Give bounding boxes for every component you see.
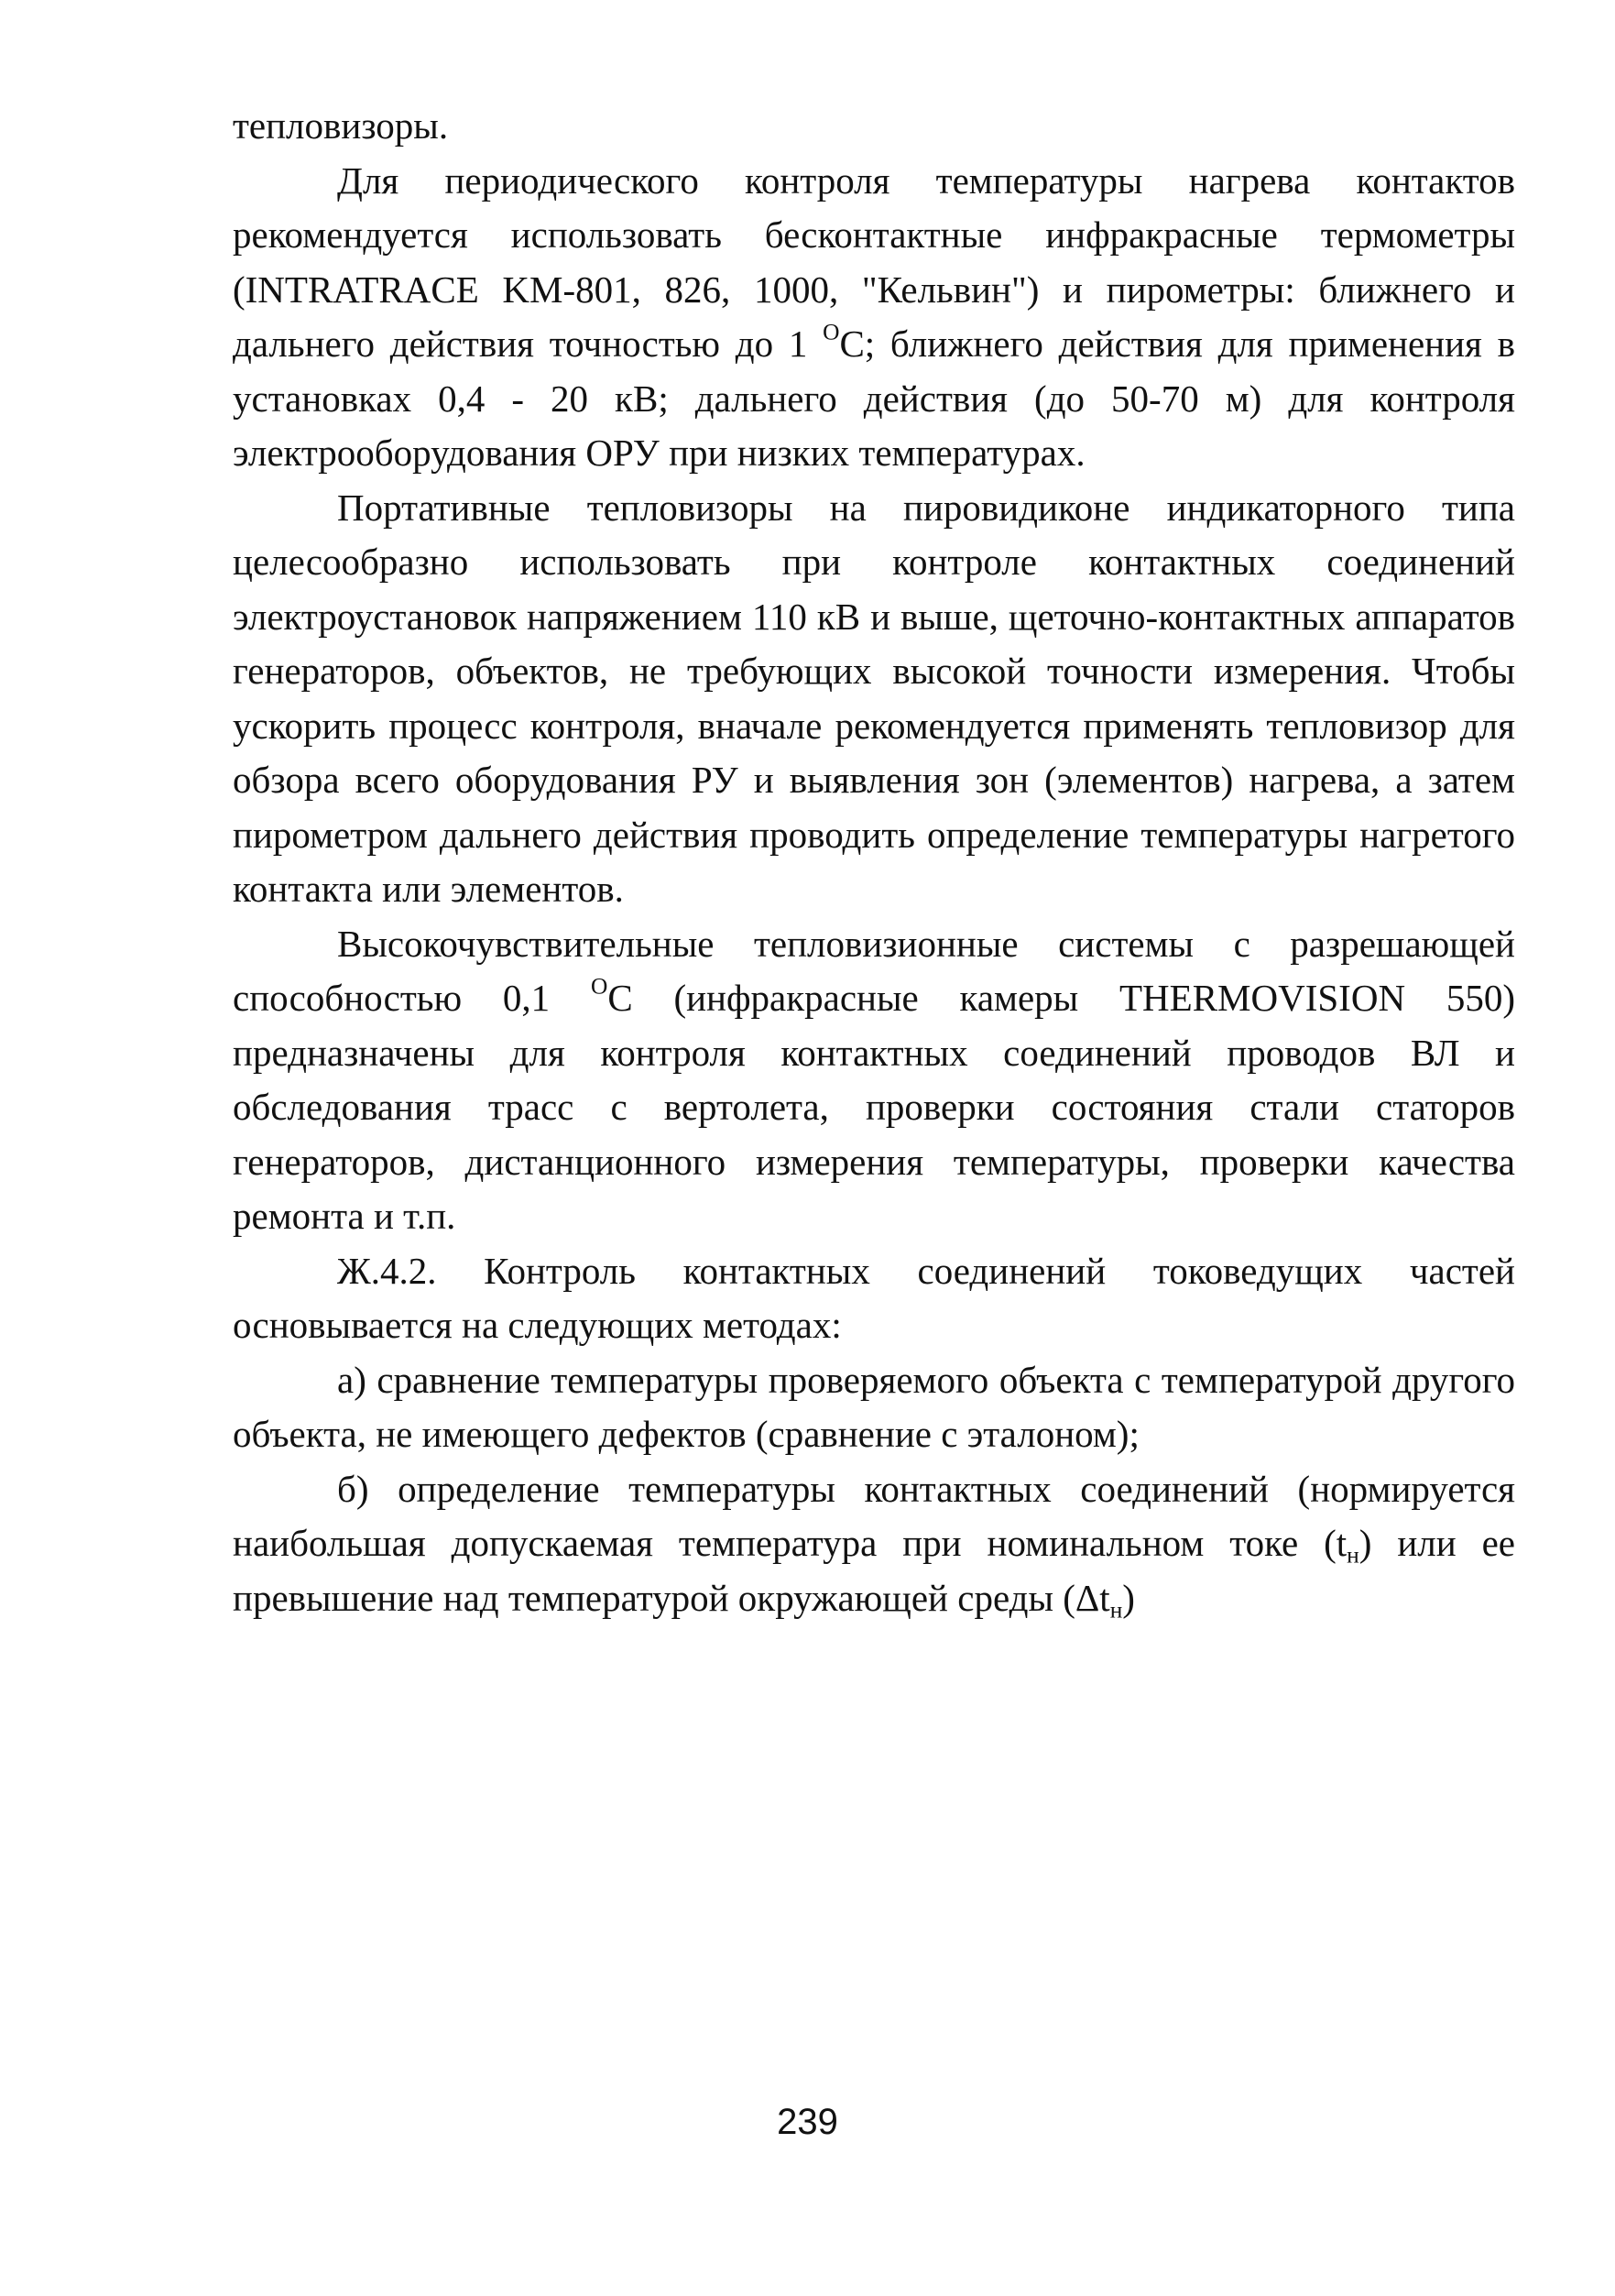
page-number: 239 — [777, 2102, 838, 2142]
text-run: Для периодического контроля температуры нагрева контактов рекомендуется использовать бесконтактные инфракрасные термометры (INTRATRACE KM-801, 826, 1000, "Кельвин") и пирометры: ближнего и дальнего действия точностью до 1 — [233, 159, 1515, 365]
text-run: Портативные тепловизоры на пировидиконе индикаторного типа целесообразно использовать при контроле контактных соединений электроустановок напряжением 110 кВ и выше, щеточно-контактных аппаратов генераторов, объектов, не требующих высокой точности измерения. Чтобы ускорить процесс контроля, вначале рекомендуется применять тепловизор для обзора всего оборудования РУ и выявления зон (элементов) нагрева, а затем пирометром дальнего действия проводить определение температуры нагретого контакта или элементов. — [233, 486, 1515, 910]
paragraph-high-sensitivity-systems — [233, 917, 1515, 1244]
paragraph-section-zh-4-2 — [233, 1244, 1515, 1353]
text-run: тепловизоры. — [233, 104, 449, 147]
paragraph-portable-imagers — [233, 481, 1515, 917]
text-run: б) определение температуры контактных соединений (нормируется наибольшая допускаемая температура при номинальном токе (t — [233, 1467, 1515, 1564]
subscript: н — [1109, 1597, 1123, 1624]
degree-mark: O — [823, 319, 840, 345]
body-text — [233, 99, 1515, 1625]
text-run: C (инфракрасные камеры THERMOVISION 550) предназначены для контроля контактных соединений проводов ВЛ и обследования трасс с вертолета, проверки состояния стали статоров генераторов, дистанционного измерения температуры, проверки качества ремонта и т.п. — [233, 977, 1515, 1237]
text-run: а) сравнение температуры проверяемого объекта с температурой другого объекта, не имеющего дефектов (сравнение с эталоном); — [233, 1358, 1515, 1455]
list-item-b — [233, 1462, 1515, 1626]
paragraph-continuation — [233, 99, 1515, 154]
text-run: Ж.4.2. Контроль контактных соединений токоведущих частей основывается на следующих методах: — [233, 1249, 1515, 1346]
paragraph-thermometers — [233, 154, 1515, 481]
text-run: Высокочувствительные тепловизионные системы с разрешающей способностью 0,1 — [233, 922, 1515, 1019]
text-run: ) — [1122, 1576, 1135, 1619]
degree-mark: O — [590, 973, 608, 1000]
subscript: н — [1347, 1542, 1359, 1569]
text-run: C; ближнего действия для применения в установках 0,4 - 20 кВ; дальнего действия (до 50-70 м) для контроля электрооборудования ОРУ при низких температурах. — [233, 323, 1515, 474]
list-item-a — [233, 1353, 1515, 1462]
text-run: ) или ее превышение над температурой окружающей среды (Δt — [233, 1522, 1515, 1619]
